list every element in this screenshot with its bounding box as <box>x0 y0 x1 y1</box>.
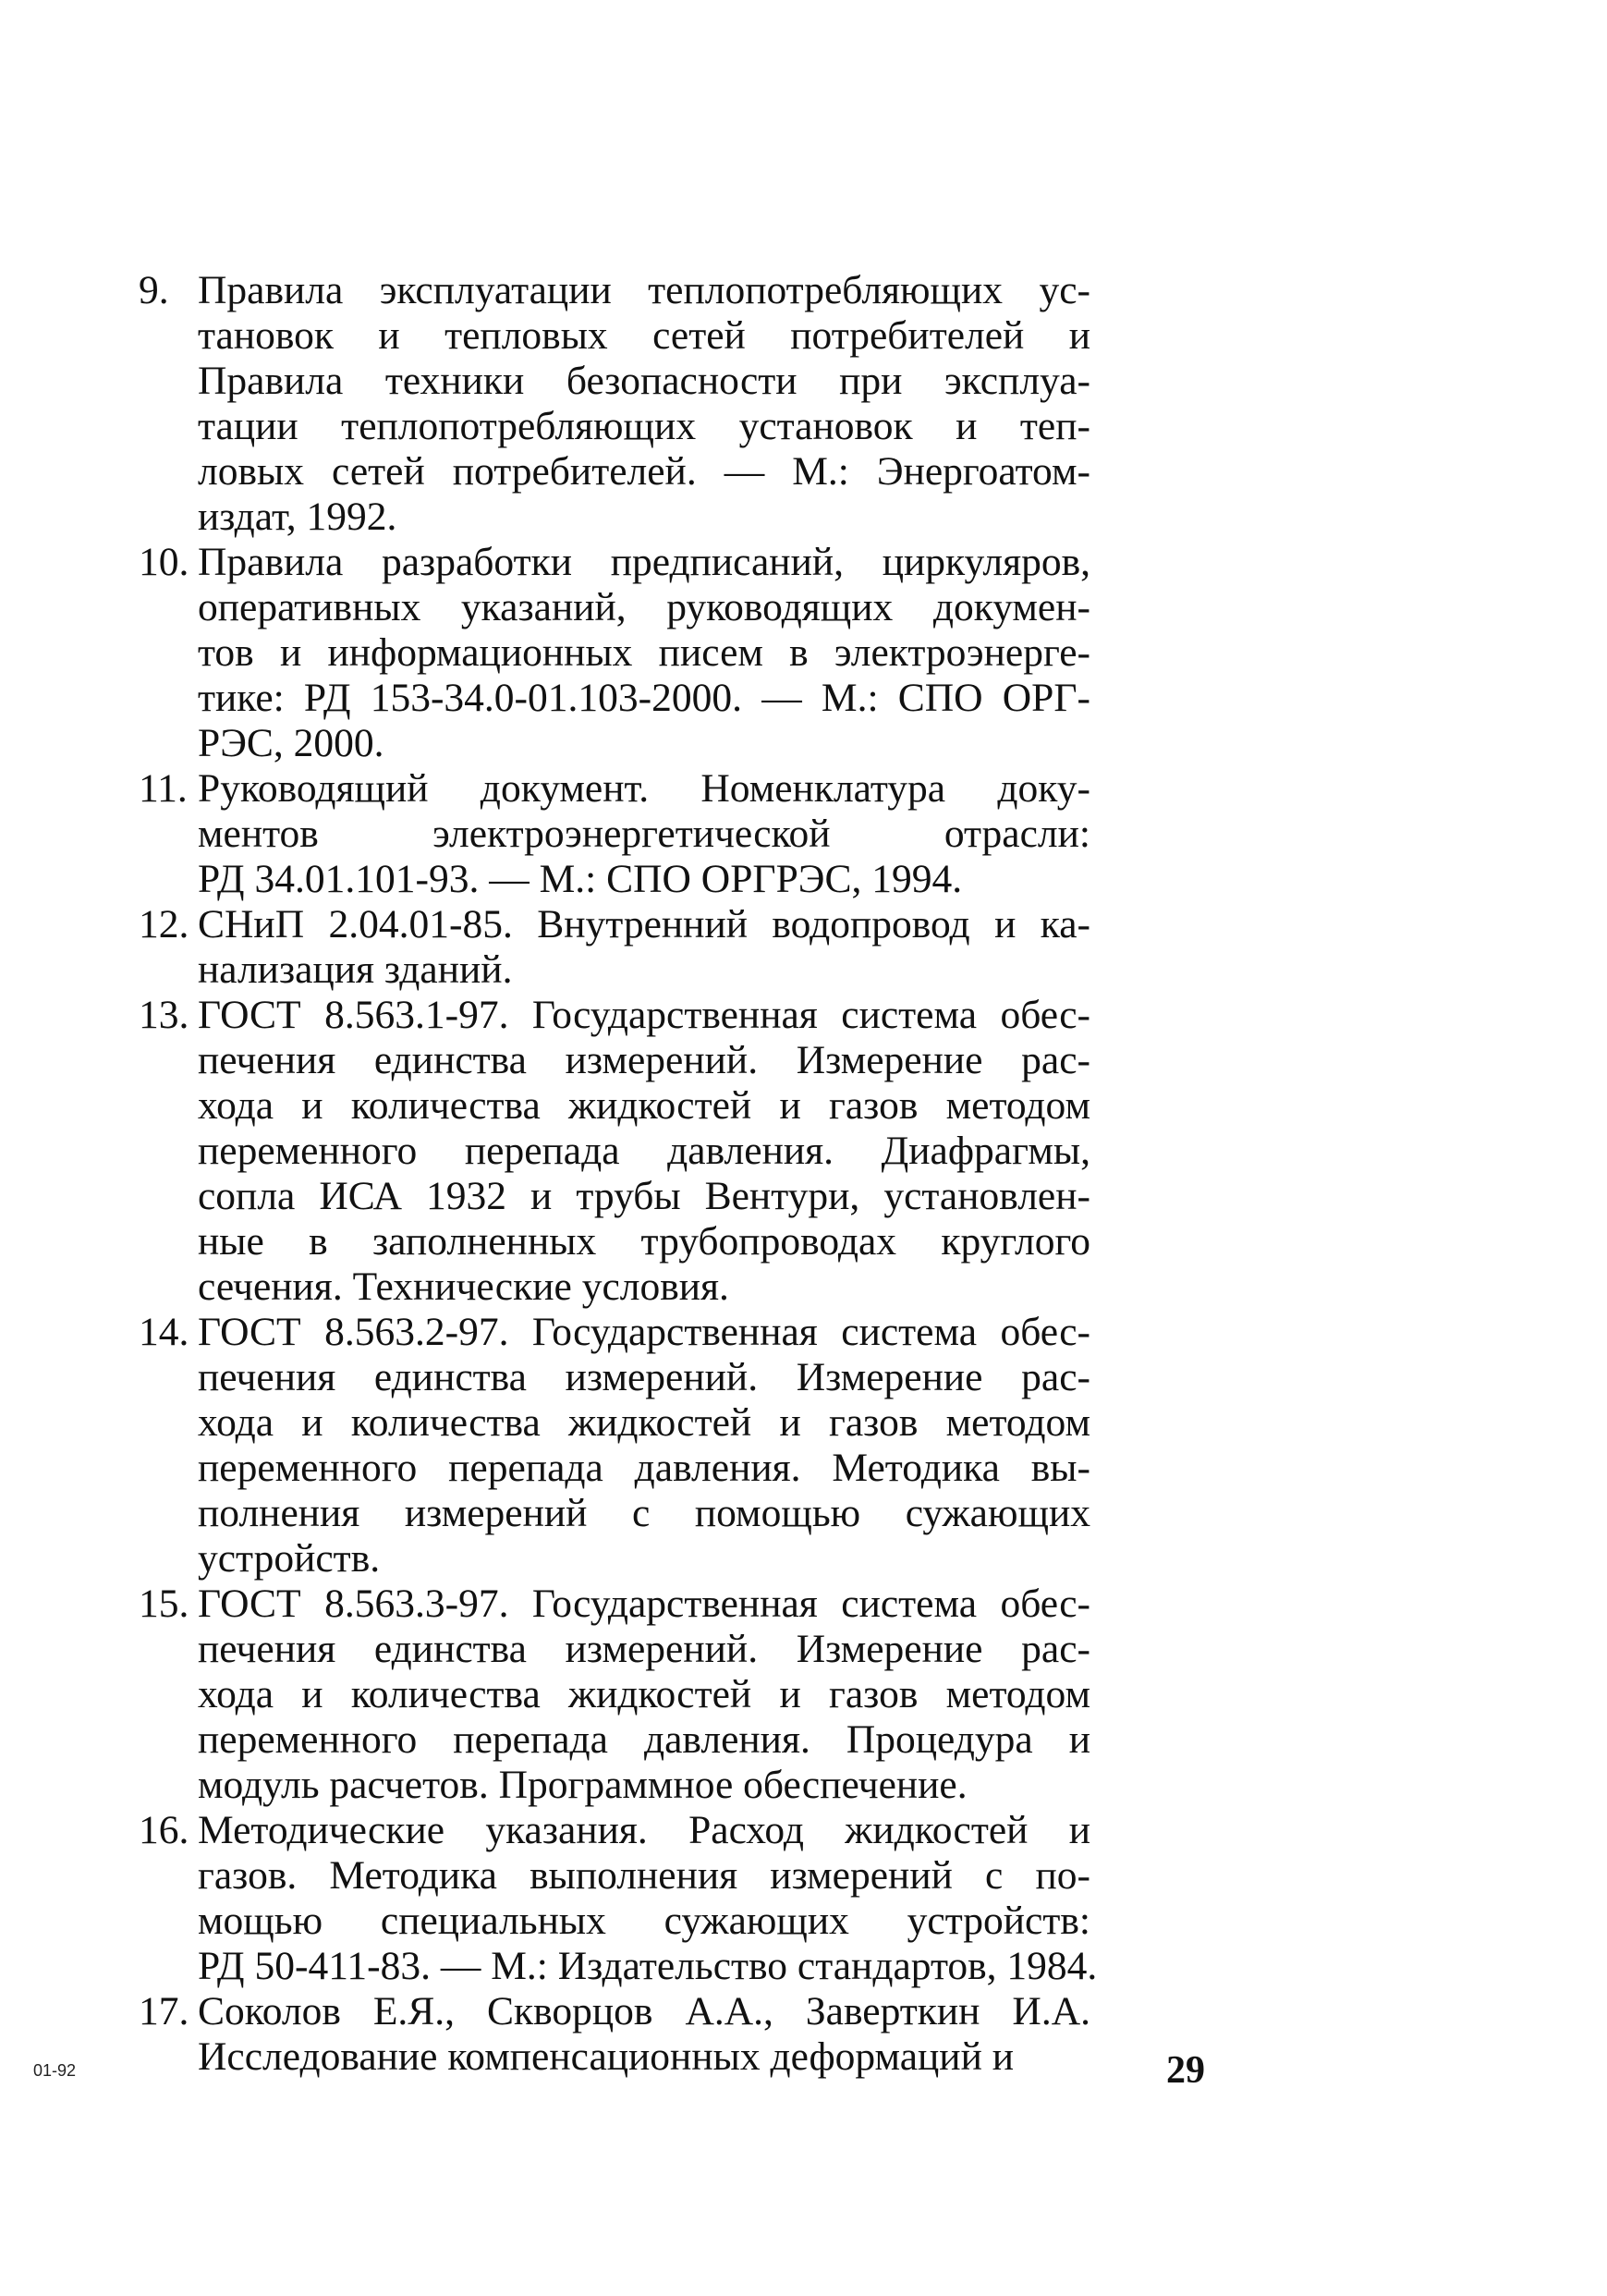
reference-item <box>139 1808 1098 1989</box>
reference-line: переменного перепада давления. Методика вы- <box>198 1446 1090 1490</box>
reference-line: переменного перепада давления. Процедура и <box>198 1717 1090 1762</box>
reference-number: 10. <box>139 540 189 584</box>
reference-line: хода и количества жидкостей и газов методом <box>198 1400 1090 1445</box>
reference-line: РД 34.01.101-93. — М.: СПО ОРГРЭС, 1994. <box>198 857 963 901</box>
reference-line: Правила эксплуатации теплопотребляющих ус- <box>198 268 1090 312</box>
reference-number: 14. <box>139 1310 189 1354</box>
reference-text <box>198 1310 1090 1582</box>
reference-line: ГОСТ 8.563.3-97. Государственная система обес- <box>198 1582 1090 1626</box>
reference-line: Исследование компенсационных деформаций и <box>198 2034 1014 2079</box>
reference-item <box>139 993 1090 1310</box>
reference-line: печения единства измерений. Измерение рас- <box>198 1627 1090 1671</box>
reference-line: нализация зданий. <box>198 947 513 992</box>
reference-number: 17. <box>139 1989 189 2033</box>
reference-line: ГОСТ 8.563.1-97. Государственная система обес- <box>198 993 1090 1037</box>
reference-item <box>139 268 1090 540</box>
reference-text <box>198 993 1090 1310</box>
footer-code: 01-92 <box>33 2061 77 2080</box>
reference-number: 13. <box>139 993 189 1037</box>
reference-text <box>198 268 1090 540</box>
reference-line: РД 50-411-83. — М.: Издательство стандартов, 1984. <box>198 1944 1098 1988</box>
reference-line: Правила техники безопасности при эксплуа- <box>198 359 1090 403</box>
reference-item <box>139 540 1090 766</box>
reference-line: Соколов Е.Я., Скворцов А.А., Заверткин И.А. <box>198 1989 1090 2033</box>
reference-line: полнения измерений с помощью сужающих <box>198 1491 1090 1535</box>
reference-line: ГОСТ 8.563.2-97. Государственная система обес- <box>198 1310 1090 1354</box>
reference-line: ные в заполненных трубопроводах круглого <box>198 1219 1090 1264</box>
reference-line: оперативных указаний, руководящих докумен- <box>198 585 1090 629</box>
reference-line: сопла ИСА 1932 и трубы Вентури, установлен- <box>198 1174 1090 1218</box>
reference-line: переменного перепада давления. Диафрагмы, <box>198 1129 1090 1173</box>
reference-line: издат, 1992. <box>198 495 397 539</box>
reference-text <box>198 540 1090 766</box>
reference-line: мощью специальных сужающих устройств: <box>198 1899 1090 1943</box>
reference-line: ментов электроэнергетической отрасли: <box>198 812 1090 856</box>
reference-list <box>139 268 1098 2080</box>
reference-line: газов. Методика выполнения измерений с по- <box>198 1853 1090 1898</box>
reference-text <box>198 902 1090 993</box>
reference-line: Руководящий документ. Номенклатура доку- <box>198 766 1090 811</box>
reference-text <box>198 1582 1090 1808</box>
reference-line: сечения. Технические условия. <box>198 1264 729 1309</box>
reference-number: 12. <box>139 902 189 946</box>
reference-line: РЭС, 2000. <box>198 721 384 765</box>
reference-text <box>198 766 1090 902</box>
reference-number: 11. <box>139 766 188 811</box>
reference-line: ловых сетей потребителей. — М.: Энергоатом- <box>198 449 1090 494</box>
reference-number: 9. <box>139 268 169 312</box>
reference-line: тановок и тепловых сетей потребителей и <box>198 313 1090 358</box>
reference-number: 15. <box>139 1582 189 1626</box>
reference-line: тике: РД 153-34.0-01.103-2000. — М.: СПО ОРГ- <box>198 676 1090 720</box>
reference-item <box>139 902 1090 993</box>
reference-line: модуль расчетов. Программное обеспечение. <box>198 1763 968 1807</box>
reference-line: СНиП 2.04.01-85. Внутренний водопровод и ка- <box>198 902 1090 946</box>
reference-line: хода и количества жидкостей и газов методом <box>198 1672 1090 1716</box>
page-number: 29 <box>1166 2049 1205 2092</box>
reference-item <box>139 766 1090 902</box>
reference-text <box>198 1989 1090 2080</box>
reference-line: устройств. <box>198 1536 381 1581</box>
reference-line: тации теплопотребляющих установок и теп- <box>198 404 1090 448</box>
reference-line: печения единства измерений. Измерение рас- <box>198 1038 1090 1082</box>
reference-text <box>198 1808 1098 1989</box>
reference-item <box>139 1582 1090 1808</box>
reference-line: Правила разработки предписаний, циркуляров, <box>198 540 1090 584</box>
reference-line: хода и количества жидкостей и газов методом <box>198 1083 1090 1128</box>
reference-item <box>139 1310 1090 1582</box>
reference-item <box>139 1989 1090 2080</box>
reference-number: 16. <box>139 1808 189 1852</box>
reference-line: Методические указания. Расход жидкостей и <box>198 1808 1090 1852</box>
reference-line: печения единства измерений. Измерение рас- <box>198 1355 1090 1399</box>
reference-line: тов и информационных писем в электроэнерге- <box>198 630 1090 675</box>
